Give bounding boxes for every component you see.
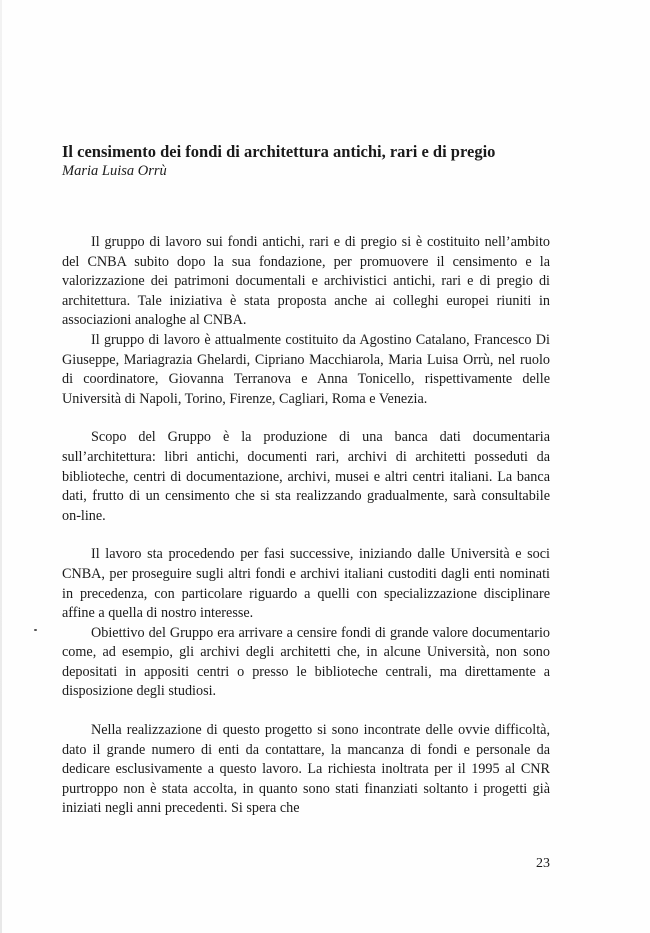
scan-speck — [34, 629, 37, 631]
paragraph: Obiettivo del Gruppo era arrivare a censire fondi di grande valore documentario come, ad esempio, gli archivi degli architetti che, in alcune Università, non sono depositati in appositi centri o presso le biblioteche centrali, ma direttamente a disposizione degli studiosi. — [62, 624, 550, 700]
paragraph: Nella realizzazione di questo progetto si sono incontrate delle ovvie difficoltà, dato il grande numero di enti da contattare, la mancanza di fondi e personale da dedicare esclusivamente a questo lavoro. La richiesta inoltrata per il 1995 al CNR purtroppo non è stata accolta, in quanto sono stati finanziati soltanto i progetti già iniziati negli anni precedenti. Si spera che — [62, 722, 550, 817]
article-title: Il censimento dei fondi di architettura antichi, rari e di pregio — [62, 142, 496, 161]
scan-edge-shadow — [0, 0, 2, 933]
paragraph: Il lavoro sta procedendo per fasi successive, iniziando dalle Università e soci CNBA, per proseguire sugli altri fondi e archivi italiani custoditi dagli enti nominati in precedenza, con particolare riguardo a quelli con specializzazione disciplinare affine a quella di nostro interesse. — [62, 546, 550, 622]
page-number: 23 — [536, 856, 550, 871]
article-header — [62, 142, 582, 181]
paragraph: Il gruppo di lavoro sui fondi antichi, rari e di pregio si è costituito nell’ambito del CNBA subito dopo la sua fondazione, per promuovere il censimento e la valorizzazione dei patrimoni documentali e archivistici antichi, rari e di pregio di architettura. Tale iniziativa è stata proposta anche ai colleghi europei riuniti in associazioni analoghe al CNBA. — [62, 234, 550, 329]
article-author: Maria Luisa Orrù — [62, 163, 167, 179]
article-body — [62, 233, 550, 819]
paragraph: Il gruppo di lavoro è attualmente costituito da Agostino Catalano, Francesco Di Giuseppe, Mariagrazia Ghelardi, Cipriano Macchiarola, Maria Luisa Orrù, nel ruolo di coordinatore, Giovanna Terranova e Anna Tonicello, rispettivamente delle Università di Napoli, Torino, Firenze, Cagliari, Roma e Venezia. — [62, 331, 550, 407]
paragraph: Scopo del Gruppo è la produzione di una banca dati documentaria sull’architettura: libri antichi, documenti rari, archivi di architetti posseduti da biblioteche, centri di documentazione, archivi, musei e altri centri italiani. La banca dati, frutto di un censimento che si sta realizzando gradualmente, sarà consultabile on-line. — [62, 429, 550, 524]
